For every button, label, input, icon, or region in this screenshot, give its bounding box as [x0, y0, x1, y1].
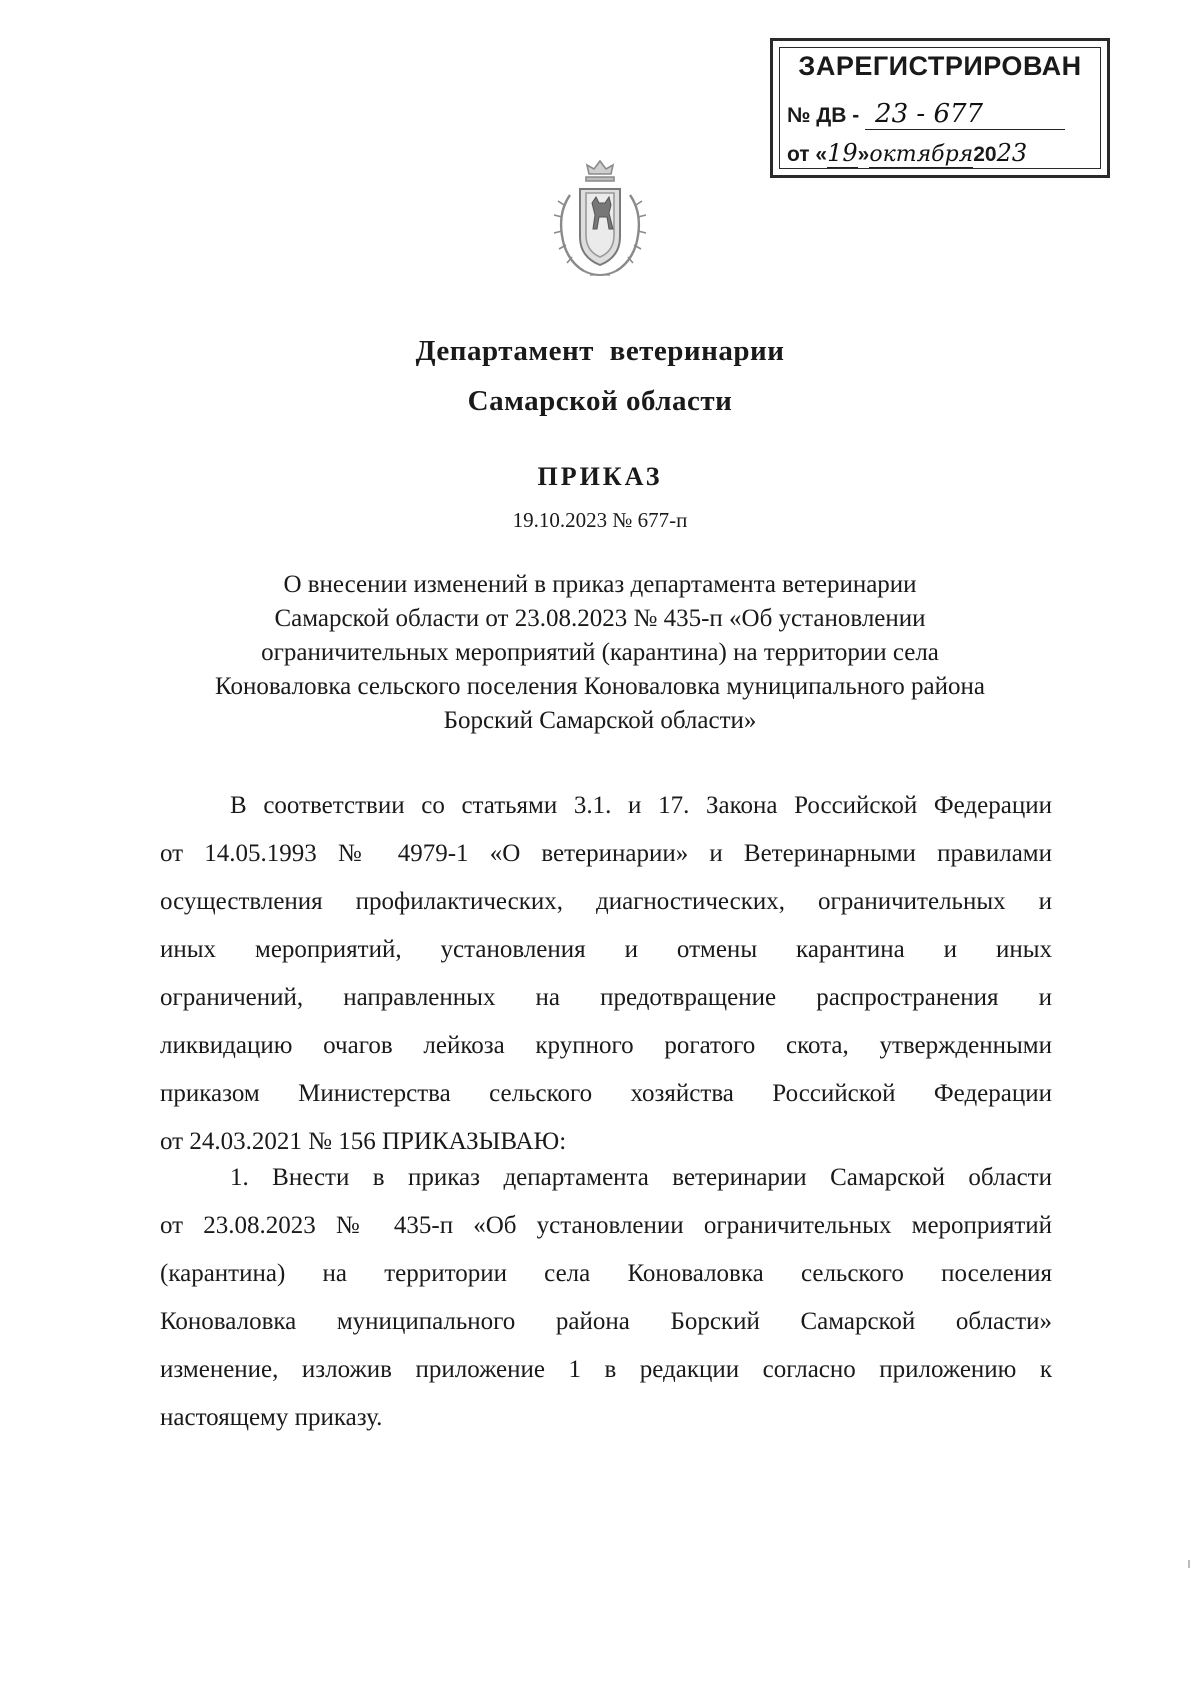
paragraph-line: от 24.03.2021 № 156 ПРИКАЗЫВАЮ: [160, 1128, 567, 1155]
stamp-date-year-hand: 23 [996, 139, 1028, 167]
subject-line: Борский Самарской области» [443, 707, 757, 734]
paragraph-line: иных мероприятий, установления и отмены карантина и иных [160, 936, 1052, 963]
paragraph-line: (карантина) на территории села Коноваловка сельского поселения [160, 1260, 1052, 1287]
order-date-number: 19.10.2023 № 677-п [512, 508, 688, 532]
preamble-paragraph [160, 782, 1052, 1166]
subject-line: Коноваловка сельского поселения Коноваловка муниципального района [215, 673, 985, 700]
stamp-date-prefix: от « [787, 143, 828, 166]
paragraph-line: приказом Министерства сельского хозяйства Российской Федерации [160, 1080, 1052, 1107]
registration-stamp [770, 38, 1110, 178]
paragraph-line: ликвидацию очагов лейкоза крупного рогатого скота, утвержденными [160, 1032, 1052, 1059]
samara-coat-of-arms-icon [540, 155, 660, 285]
paragraph-line: осуществления профилактических, диагностических, ограничительных и [160, 888, 1052, 915]
document-type-title: ПРИКАЗ [537, 462, 663, 491]
paragraph-line: ограничений, направленных на предотвращение распространения и [160, 984, 1052, 1011]
stamp-date-row [787, 139, 1027, 168]
order-subject [150, 568, 1050, 738]
subject-line: ограничительных мероприятий (карантина) на территории села [261, 639, 939, 666]
stamp-date-year-printed: 20 [973, 143, 997, 166]
stamp-date-mid: » [857, 143, 870, 166]
paragraph-line: 1. Внести в приказ департамента ветеринарии Самарской области [230, 1164, 1052, 1191]
subject-line: О внесении изменений в приказ департамента ветеринарии [283, 571, 917, 598]
order-item-1-paragraph [160, 1154, 1052, 1442]
stamp-number-line [865, 99, 1065, 130]
paragraph-line: настоящему приказу. [160, 1404, 383, 1431]
subject-line: Самарской области от 23.08.2023 № 435-п «Об установлении [274, 605, 926, 632]
department-name-line2: Самарской области [467, 385, 733, 417]
paragraph-line: Коноваловка муниципального района Борский Самарской области» [160, 1308, 1052, 1335]
paragraph-line: от 23.08.2023 № 435-п «Об установлении ограничительных мероприятий [160, 1212, 1052, 1239]
stamp-number-handwritten: 23 - 677 [875, 99, 984, 129]
stamp-title: ЗАРЕГИСТРИРОВАН [798, 51, 1082, 81]
stamp-date-day: 19 [827, 139, 858, 167]
department-name-line1: Департамент ветеринарии [415, 335, 785, 367]
stamp-number-label: № ДВ - [787, 104, 860, 127]
paragraph-line: от 14.05.1993 № 4979-1 «О ветеринарии» и Ветеринарными правилами [160, 840, 1052, 867]
stamp-number-row [787, 99, 1065, 130]
paragraph-line: В соответствии со статьями 3.1. и 17. Закона Российской Федерации [230, 792, 1052, 819]
paragraph-line: изменение, изложив приложение 1 в редакции согласно приложению к [160, 1356, 1052, 1383]
stamp-date-month: октября [869, 142, 974, 167]
scan-edge-mark [1188, 1560, 1190, 1568]
